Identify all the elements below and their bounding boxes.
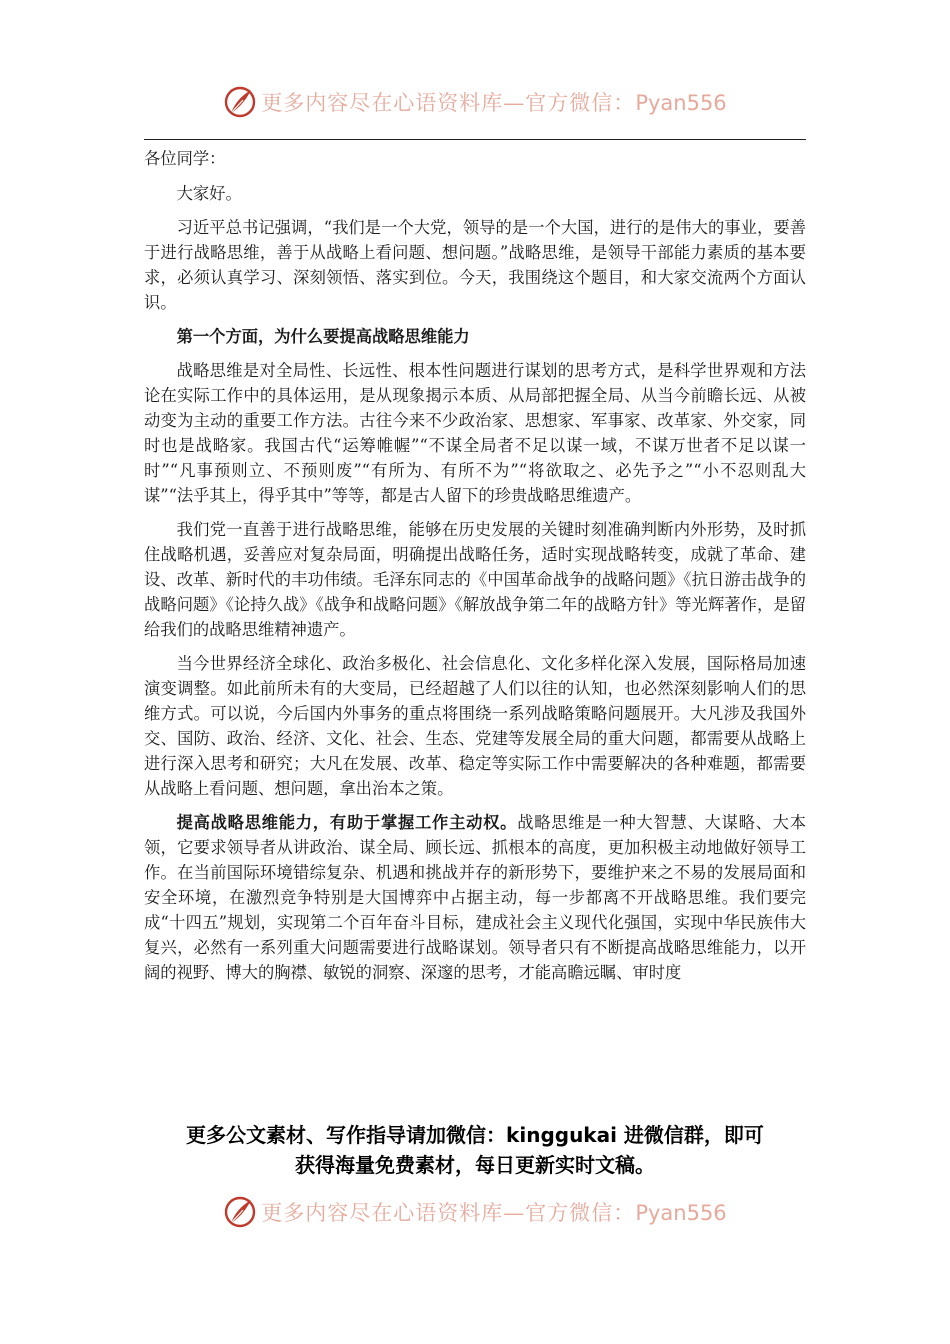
paragraph-4 (144, 810, 806, 986)
intro-paragraph: 习近平总书记强调，“我们是一个大党，领导的是一个大国，进行的是伟大的事业，要善于进行战略思维，善于从战略上看问题、想问题。”战略思维，是领导干部能力素质的基本要求，必须认真学习、深刻领悟、落实到位。今天，我围绕这个题目，和大家交流两个方面认识。 (144, 218, 806, 313)
salutation: 各位同学： (144, 149, 226, 168)
header-banner-text (261, 87, 726, 117)
promo-line-2: 获得海量免费素材，每日更新实时文稿。 (295, 1153, 655, 1177)
footer-banner-text (261, 1197, 726, 1227)
header-banner-main: 更多内容尽在心语资料库—官方微信： (261, 91, 636, 115)
header-banner (0, 82, 950, 122)
footer-banner-wechat: Pyan556 (635, 1201, 727, 1225)
paragraph-1: 战略思维是对全局性、长远性、根本性问题进行谋划的思考方式，是科学世界观和方法论在实际工作中的具体运用，是从现象揭示本质、从局部把握全局、从当今前瞻长远、从被动变为主动的重要工作方法。古往今来不少政治家、思想家、军事家、改革家、外交家，同时也是战略家。我国古代“运筹帷幄”“不谋全局者不足以谋一域，不谋万世者不足以谋一时”“凡事预则立、不预则废”“有所为、有所不为”“将欲取之、必先予之”“小不忍则乱大谋”“法乎其上，得乎其中”等等，都是古人留下的珍贵战略思维遗产。 (144, 360, 806, 506)
paragraph-4-lead: 提高战略思维能力，有助于掌握工作主动权。 (176, 812, 518, 832)
feather-logo-icon (223, 85, 257, 119)
header-banner-wechat: Pyan556 (635, 91, 727, 115)
paragraph-2: 我们党一直善于进行战略思维，能够在历史发展的关键时刻准确判断内外形势，及时抓住战略机遇，妥善应对复杂局面，明确提出战略任务，适时实现战略转变，成就了革命、建设、改革、新时代的丰功伟绩。毛泽东同志的《中国革命战争的战略问题》《抗日游击战争的战略问题》《论持久战》《战争和战略问题》《解放战争第二年的战略方针》等光辉著作，是留给我们的战略思维精神遗产。 (144, 519, 806, 640)
feather-logo-icon (223, 1195, 257, 1229)
paragraph-4-body: 战略思维是一种大智慧、大谋略、大本领，它要求领导者从讲政治、谋全局、顾长远、抓根本的高度，更加积极主动地做好领导工作。在当前国际环境错综复杂、机遇和挑战并存的新形势下，要维护来之不易的发展局面和安全环境，在激烈竞争特别是大国博弈中占据主动，每一步都离不开战略思维。我们要完成“十四五”规划，实现第二个百年奋斗目标，建成社会主义现代化强国，实现中华民族伟大复兴，必然有一系列重大问题需要进行战略谋划。领导者只有不断提高战略思维能力，以开阔的视野、博大的胸襟、敏锐的洞察、深邃的思考，才能高瞻远瞩、审时度 (144, 812, 806, 983)
document-body (144, 146, 806, 985)
footer-banner-main: 更多内容尽在心语资料库—官方微信： (261, 1201, 636, 1225)
greeting: 大家好。 (176, 184, 242, 204)
footer-banner (0, 1192, 950, 1232)
promo-line-1: 更多公文素材、写作指导请加微信：kinggukai 进微信群，即可 (186, 1123, 764, 1147)
paragraph-3: 当今世界经济全球化、政治多极化、社会信息化、文化多样化深入发展，国际格局加速演变调整。如此前所未有的大变局，已经超越了人们以往的认知，也必然深刻影响人们的思维方式。可以说，今后国内外事务的重点将围绕一系列战略策略问题展开。大凡涉及我国外交、国防、政治、经济、文化、社会、生态、党建等发展全局的重大问题，都需要从战略上进行深入思考和研究；大凡在发展、改革、稳定等实际工作中需要解决的各种难题，都需要从战略上看问题、想问题，拿出治本之策。 (144, 653, 806, 799)
promo-notice (0, 1120, 950, 1180)
header-rule (144, 139, 806, 140)
section-heading-1: 第一个方面，为什么要提高战略思维能力 (176, 327, 470, 347)
